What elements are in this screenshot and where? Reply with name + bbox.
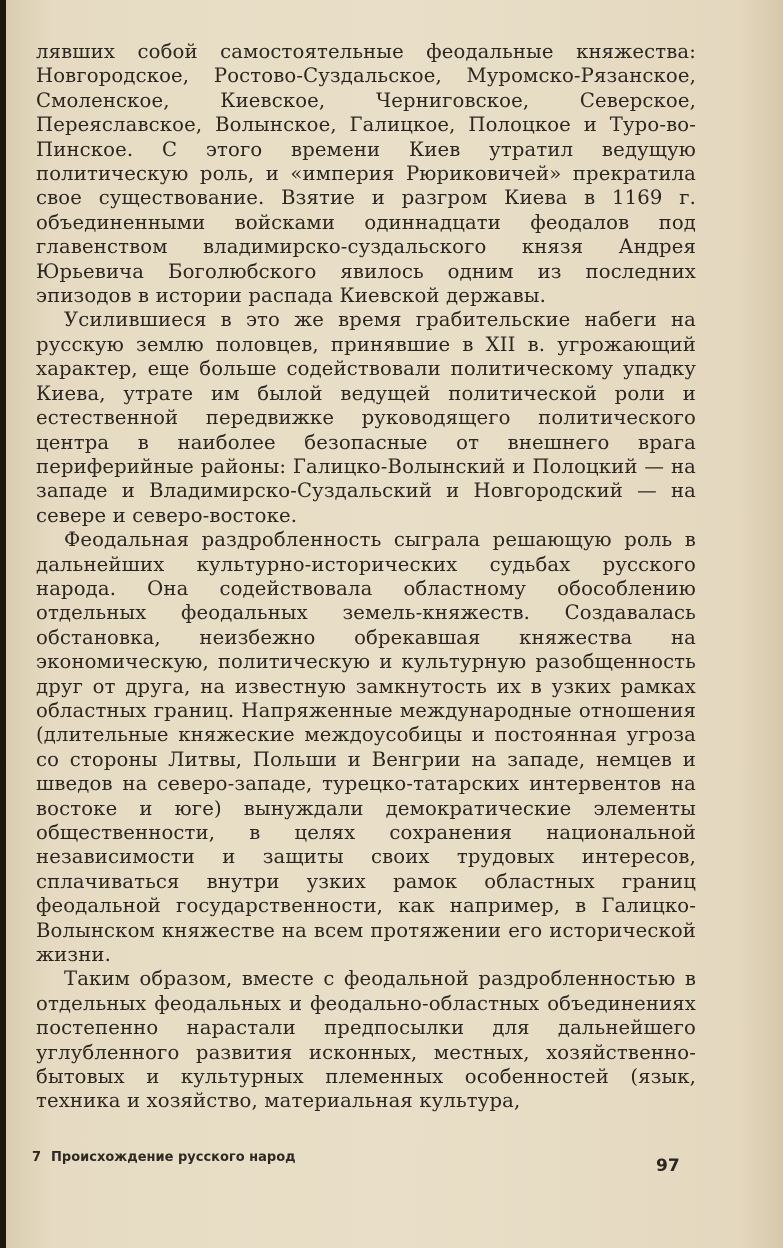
paragraph-conclusion: Таким образом, вместе с феодальной раздробленностью в отдельных феодальных и феодально-областных объединениях постепенно нарастали предпосылки для дальнейшего углубленного развития исконных, местных, хозяйственно-бытовых и культурных племенных особенностей (язык, техника и хозяйство, материальная культура, — [36, 967, 696, 1113]
page-number: 97 — [656, 1156, 680, 1176]
paragraph-polovtsy: Усилившиеся в это же время грабительские набеги на русскую землю половцев, принявшие в XII в. угрожающий характер, еще больше содействовали политическому упадку Киева, утрате им былой ведущей политической роли и естественной передвижке руководящего политического центра в наиболее безопасные от внешнего врага периферийные районы: Галицко-Волынский и Полоцкий — на западе и Владимирско-Суздальский и Новгородский — на севере и северо-востоке. — [36, 308, 696, 527]
book-page — [6, 0, 783, 1248]
paragraph-continuation: лявших собой самостоятельные феодальные княжества: Новгородское, Ростово-Суздальское, Муромско-Рязанское, Смоленское, Киевское, Черниговское, Северское, Переяславское, Волынское, Галицкое, Полоцкое и Туро-во-Пинское. С этого времени Киев утратил ведущую политическую роль, и «империя Рюриковичей» прекратила свое существование. Взятие и разгром Киева в 1169 г. объединенными войсками одиннадцати феодалов под главенством владимирско-суздальского князя Андрея Юрьевича Боголюбского явилось одним из последних эпизодов в истории распада Киевской державы. — [36, 40, 696, 308]
paragraph-feudal-fragmentation: Феодальная раздробленность сыграла решающую роль в дальнейших культурно-исторических судьбах русского народа. Она содействовала областному обособлению отдельных феодальных земель-княжеств. Создавалась обстановка, неизбежно обрекавшая княжества на экономическую, политическую и культурную разобщенность друг от друга, на известную замкнутость их в узких рамках областных границ. Напряженные международные отношения (длительные княжеские междоусобицы и постоянная угроза со стороны Литвы, Польши и Венгрии на западе, немцев и шведов на северо-западе, турецко-татарских интервентов на востоке и юге) вынуждали демократические элементы общественности, в целях сохранения национальной независимости и защиты своих трудовых интересов, сплачиваться внутри узких рамок областных границ феодальной государственности, как например, в Галицко-Волынском княжестве на всем протяжении его исторической жизни. — [36, 528, 696, 967]
page-body-text — [36, 40, 696, 1114]
signature-number: 7 — [32, 1150, 42, 1165]
printer-signature — [32, 1150, 296, 1165]
signature-title: Происхождение русского народ — [51, 1150, 296, 1165]
